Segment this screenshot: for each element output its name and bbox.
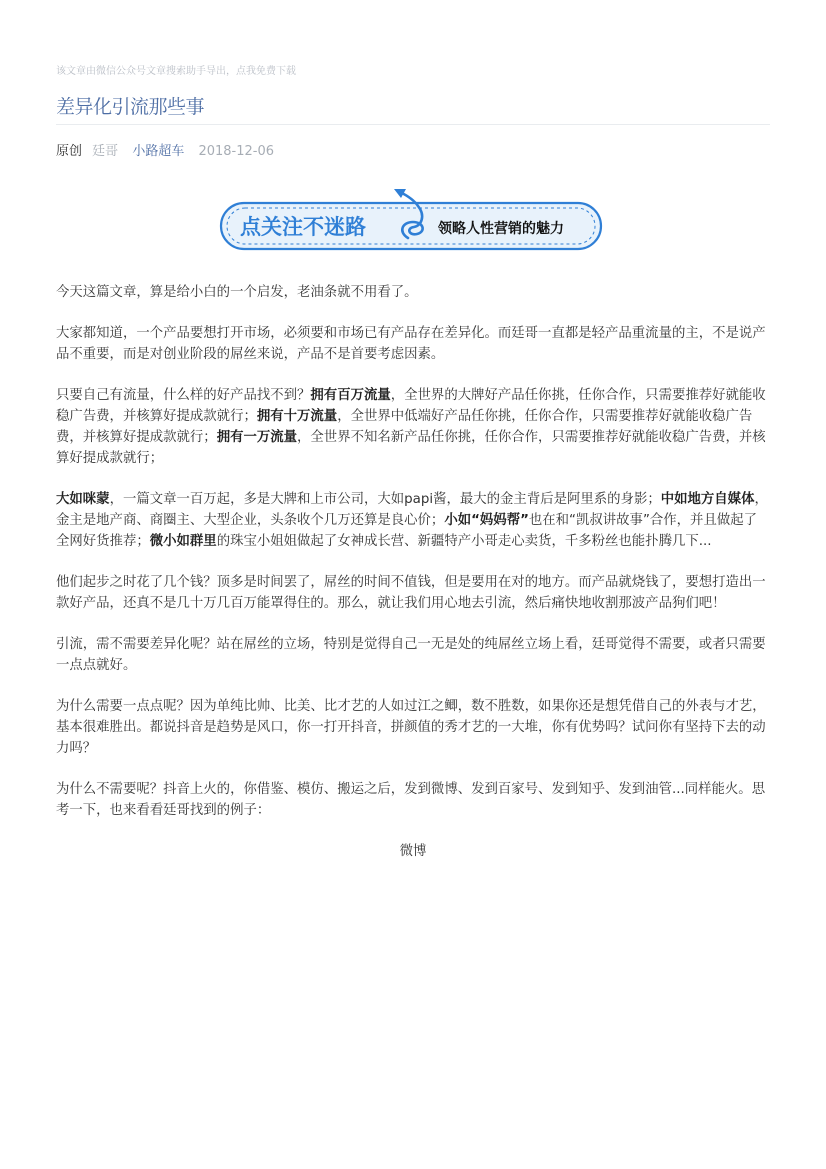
paragraph-2: 大家都知道，一个产品要想打开市场，必须要和市场已有产品存在差异化。而廷哥一直都是轻产品重流量的主，不是说产品不重要，而是对创业阶段的屌丝来说，产品不是首要考虑因素。: [56, 326, 766, 362]
text-span: 也在和“凯叔讲故事”合作，并且做起了全网好货推荐；: [56, 513, 758, 549]
follow-banner: [218, 186, 604, 252]
bold-phrase: 小如“妈妈帮”: [444, 513, 529, 528]
paragraph-6: 引流，需不需要差异化呢？站在屌丝的立场，特别是觉得自己一无是处的纯屌丝立场上看，廷哥觉得不需要，或者只需要一点点就好。: [56, 637, 766, 673]
original-label: 原创: [56, 144, 83, 159]
paragraph-1: 今天这篇文章，算是给小白的一个启发，老油条就不用看了。: [56, 285, 418, 300]
follow-banner-graphic: [218, 186, 604, 252]
article-title: 差异化引流那些事: [56, 96, 205, 118]
text-span: ，金主是地产商、商圈主、大型企业，头条收个几万还算是良心价；: [56, 492, 768, 528]
text-span: ，全世界中低端好产品任你挑，任你合作，只需要推荐好就能收稳广告费，并核算好提成款就行；: [56, 409, 753, 445]
paragraph-5: 他们起步之时花了几个钱？顶多是时间罢了，屌丝的时间不值钱，但是要用在对的地方。而产品就烧钱了，要想打造出一款好产品，还真不是几十万几百万能罩得住的。那么，就让我们用心地去引流，然后痛快地收割那波产品狗们吧！: [56, 575, 766, 611]
export-notice-link[interactable]: 该文章由微信公众号文章搜索助手导出，点我免费下载: [56, 66, 296, 77]
paragraph-3: [56, 385, 770, 469]
bold-phrase: 微小如群里: [149, 534, 217, 549]
text-span: 的珠宝小姐姐做起了女神成长营、新疆特产小哥走心卖货，千多粉丝也能扑腾几下...: [216, 534, 712, 549]
bold-phrase: 大如咪蒙: [56, 492, 110, 507]
bold-phrase: 中如地方自媒体: [660, 492, 755, 507]
author-name: 廷哥: [92, 144, 119, 159]
image-caption: 微博: [399, 844, 427, 859]
text-span: ，全世界的大牌好产品任你挑，任你合作，只需要推荐好就能收稳广告费，并核算好提成款就行；: [56, 388, 766, 424]
account-link[interactable]: 小路超车: [132, 144, 185, 159]
paragraph-8: 为什么不需要呢？抖音上火的，你借鉴、模仿、搬运之后，发到微博、发到百家号、发到知乎、发到油管...同样能火。思考一下，也来看看廷哥找到的例子：: [56, 782, 766, 818]
text-span: 只要自己有流量，什么样的好产品找不到？: [56, 388, 311, 403]
paragraph-4: [56, 489, 770, 552]
banner-left-text: 点关注不迷路: [240, 215, 366, 239]
article-meta: [56, 140, 274, 159]
text-span: ，全世界不知名新产品任你挑，任你合作，只需要推荐好就能收稳广告费，并核算好提成款就行；: [56, 430, 766, 466]
bold-phrase: 拥有十万流量: [256, 409, 338, 424]
text-span: ，一篇文章一百万起，多是大牌和上市公司，大如papi酱，最大的金主背后是阿里系的身影；: [109, 492, 661, 507]
publish-date: 2018-12-06: [198, 144, 275, 159]
title-divider: [56, 124, 770, 125]
bold-phrase: 拥有一万流量: [216, 430, 298, 445]
article-body: [56, 282, 770, 862]
bold-phrase: 拥有百万流量: [310, 388, 391, 403]
paragraph-7: 为什么需要一点点呢？因为单纯比帅、比美、比才艺的人如过江之鲫，数不胜数，如果你还是想凭借自己的外表与才艺，基本很难胜出。都说抖音是趋势是风口，你一打开抖音，拼颜值的秀才艺的一大堆，你有优势吗？试问你有坚持下去的动力吗？: [56, 699, 766, 756]
banner-right-text: 领略人性营销的魅力: [438, 221, 564, 237]
